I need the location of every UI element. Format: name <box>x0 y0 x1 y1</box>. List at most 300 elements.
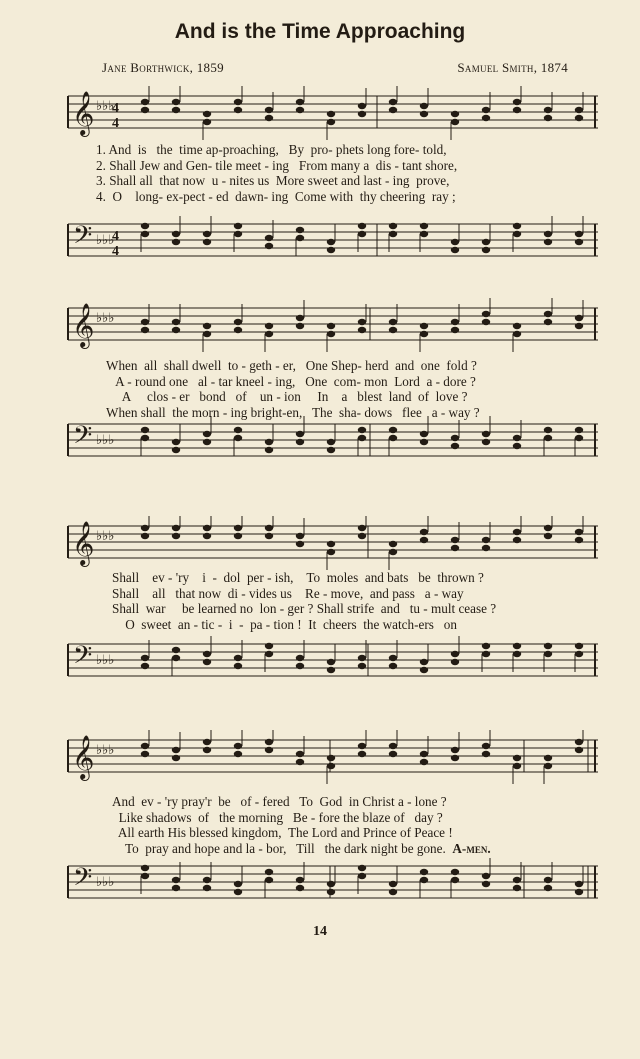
note-chord <box>296 86 304 113</box>
note-head <box>203 323 211 329</box>
note-head <box>482 431 490 437</box>
note-head <box>296 99 304 105</box>
note-head <box>482 107 490 113</box>
note-chord <box>420 323 428 352</box>
bass-staff-2 <box>0 412 640 472</box>
note-head <box>172 99 180 105</box>
lyric-text: To pray and hope and la - bor, Till the dark night be gone. <box>112 840 446 856</box>
note-head <box>141 427 149 433</box>
note-chord <box>296 518 304 547</box>
svg-text:𝄢: 𝄢 <box>73 222 93 255</box>
note-head <box>451 651 459 657</box>
note-head <box>203 747 211 753</box>
note-head <box>172 231 180 237</box>
note-head <box>513 435 521 441</box>
lyric-line: Like shadows of the morning Be - fore the blaze of day ? <box>112 809 443 825</box>
note-head <box>296 431 304 437</box>
note-chord <box>513 86 521 113</box>
svg-text:𝄞: 𝄞 <box>72 737 95 779</box>
note-head <box>327 763 335 769</box>
note-head <box>420 111 428 117</box>
note-chord <box>203 636 211 665</box>
note-head <box>389 107 397 113</box>
bass-staff-4 <box>0 854 640 914</box>
note-head <box>327 549 335 555</box>
note-head <box>234 743 242 749</box>
note-chord <box>203 730 211 753</box>
note-head <box>575 427 583 433</box>
svg-text:♭♭♭: ♭♭♭ <box>96 98 115 113</box>
note-head <box>203 885 211 891</box>
note-head <box>575 239 583 245</box>
note-head <box>482 247 490 253</box>
note-head <box>389 223 397 229</box>
note-chord <box>327 755 335 784</box>
note-head <box>172 319 180 325</box>
note-chord <box>234 516 242 539</box>
note-chord <box>544 216 552 245</box>
note-head <box>203 331 211 337</box>
note-head <box>172 533 180 539</box>
note-head <box>141 525 149 531</box>
note-chord <box>420 644 428 673</box>
note-chord <box>265 730 273 753</box>
amen-label: A-men. <box>452 840 491 856</box>
page-number: 14 <box>313 924 327 939</box>
lyrics-system-3 <box>112 570 612 632</box>
note-head <box>482 319 490 325</box>
note-chord <box>451 636 459 665</box>
note-chord <box>327 424 335 453</box>
note-head <box>358 231 366 237</box>
note-head <box>141 865 149 871</box>
note-head <box>172 439 180 445</box>
note-chord <box>389 866 397 895</box>
note-head <box>451 869 459 875</box>
svg-text:4: 4 <box>112 101 119 116</box>
svg-text:𝄢: 𝄢 <box>73 864 93 897</box>
note-head <box>296 663 304 669</box>
note-head <box>234 663 242 669</box>
note-head <box>544 533 552 539</box>
note-chord <box>389 730 397 757</box>
note-head <box>389 427 397 433</box>
note-head <box>389 327 397 333</box>
note-chord <box>544 516 552 539</box>
note-chord <box>513 323 521 352</box>
note-head <box>513 885 521 891</box>
note-head <box>389 549 397 555</box>
note-head <box>141 319 149 325</box>
note-head <box>451 327 459 333</box>
note-head <box>234 427 242 433</box>
note-head <box>234 223 242 229</box>
lyric-line: 4. O long- ex-pect - ed dawn- ing Come with thy cheering ray ; <box>96 188 456 204</box>
note-head <box>327 247 335 253</box>
note-head <box>575 529 583 535</box>
note-head <box>141 435 149 441</box>
note-head <box>513 99 521 105</box>
lyric-line: Shall all that now di - vides us Re - move, and pass a - way <box>112 585 464 601</box>
note-chord <box>358 427 366 456</box>
svg-text:♭♭♭: ♭♭♭ <box>96 528 115 543</box>
note-chord <box>265 869 273 898</box>
note-head <box>575 537 583 543</box>
note-head <box>265 747 273 753</box>
note-head <box>358 743 366 749</box>
note-head <box>544 115 552 121</box>
note-chord <box>575 216 583 245</box>
note-head <box>482 743 490 749</box>
note-chord <box>451 869 459 898</box>
note-head <box>575 115 583 121</box>
note-head <box>575 231 583 237</box>
note-chord <box>296 416 304 445</box>
note-head <box>482 311 490 317</box>
note-chord <box>327 323 335 352</box>
note-chord <box>141 427 149 456</box>
note-head <box>420 869 428 875</box>
note-head <box>172 647 180 653</box>
note-head <box>172 107 180 113</box>
note-head <box>296 439 304 445</box>
note-chord <box>358 88 366 117</box>
treble-staff-1 <box>0 84 640 144</box>
note-head <box>544 427 552 433</box>
note-head <box>203 431 211 437</box>
note-head <box>327 239 335 245</box>
note-head <box>234 435 242 441</box>
note-head <box>544 885 552 891</box>
lyric-line: When shall the morn - ing bright-en, The sha- dows flee a - way ? <box>106 404 480 420</box>
note-head <box>296 107 304 113</box>
note-chord <box>203 416 211 445</box>
note-head <box>327 889 335 895</box>
note-head <box>327 447 335 453</box>
note-chord <box>420 869 428 898</box>
note-head <box>358 865 366 871</box>
note-chord <box>420 416 428 445</box>
note-head <box>141 663 149 669</box>
note-chord <box>451 732 459 761</box>
note-head <box>544 435 552 441</box>
note-chord <box>141 730 149 757</box>
note-chord <box>234 427 242 456</box>
note-head <box>203 111 211 117</box>
note-head <box>327 331 335 337</box>
note-chord <box>234 86 242 113</box>
note-head <box>265 651 273 657</box>
note-head <box>234 751 242 757</box>
lyric-line: A - round one al - tar kneel - ing, One com- mon Lord a - dore ? <box>106 373 476 389</box>
note-head <box>327 881 335 887</box>
note-head <box>389 435 397 441</box>
note-chord <box>265 323 273 352</box>
music-system-3 <box>0 514 640 704</box>
note-head <box>327 659 335 665</box>
note-chord <box>575 516 583 543</box>
note-head <box>420 667 428 673</box>
note-head <box>544 763 552 769</box>
words-credit: Jane Borthwick, 1859 <box>102 60 224 75</box>
note-head <box>451 319 459 325</box>
note-head <box>265 643 273 649</box>
note-head <box>389 655 397 661</box>
note-head <box>513 529 521 535</box>
note-head <box>265 235 273 241</box>
note-head <box>327 111 335 117</box>
note-head <box>203 739 211 745</box>
note-head <box>141 327 149 333</box>
note-head <box>296 759 304 765</box>
note-head <box>544 311 552 317</box>
note-chord <box>327 644 335 673</box>
note-head <box>389 881 397 887</box>
note-chord <box>451 111 459 140</box>
note-chord <box>203 111 211 140</box>
note-chord <box>482 416 490 445</box>
note-head <box>172 655 180 661</box>
note-head <box>296 885 304 891</box>
note-head <box>420 103 428 109</box>
note-head <box>575 315 583 321</box>
note-chord <box>172 516 180 539</box>
note-head <box>420 751 428 757</box>
treble-staff-2 <box>0 296 640 356</box>
note-head <box>296 533 304 539</box>
note-head <box>141 223 149 229</box>
note-head <box>265 877 273 883</box>
note-chord <box>482 858 490 887</box>
note-head <box>451 435 459 441</box>
note-chord <box>234 866 242 895</box>
music-system-4 <box>0 728 640 918</box>
note-head <box>482 643 490 649</box>
note-head <box>141 751 149 757</box>
note-head <box>234 327 242 333</box>
svg-text:♭♭♭: ♭♭♭ <box>96 232 115 247</box>
note-head <box>389 99 397 105</box>
note-chord <box>296 227 304 256</box>
note-chord <box>544 427 552 456</box>
note-head <box>265 869 273 875</box>
note-head <box>544 231 552 237</box>
note-head <box>327 119 335 125</box>
note-head <box>420 529 428 535</box>
note-head <box>420 877 428 883</box>
svg-text:4: 4 <box>112 244 119 259</box>
note-head <box>141 655 149 661</box>
note-head <box>234 319 242 325</box>
note-head <box>358 525 366 531</box>
svg-text:♭♭♭: ♭♭♭ <box>96 310 115 325</box>
note-head <box>544 643 552 649</box>
svg-text:♭♭♭: ♭♭♭ <box>96 874 115 889</box>
note-head <box>420 439 428 445</box>
note-head <box>203 533 211 539</box>
note-head <box>358 873 366 879</box>
note-head <box>234 525 242 531</box>
note-chord <box>389 541 397 570</box>
note-head <box>265 439 273 445</box>
svg-text:𝄞: 𝄞 <box>72 93 95 135</box>
note-head <box>203 659 211 665</box>
note-chord <box>389 86 397 113</box>
note-chord <box>172 732 180 761</box>
note-chord <box>575 730 583 753</box>
note-chord <box>327 866 335 895</box>
note-head <box>482 439 490 445</box>
note-head <box>265 115 273 121</box>
note-head <box>513 643 521 649</box>
note-head <box>420 231 428 237</box>
lyric-line: 1. And is the time ap-proaching, By pro- phets long fore- told, <box>96 142 447 157</box>
note-head <box>172 747 180 753</box>
note-head <box>296 751 304 757</box>
note-head <box>327 667 335 673</box>
note-head <box>420 659 428 665</box>
note-chord <box>265 516 273 539</box>
note-head <box>358 111 366 117</box>
note-head <box>544 755 552 761</box>
note-chord <box>482 730 490 757</box>
note-head <box>358 435 366 441</box>
note-head <box>389 319 397 325</box>
music-system-1 <box>0 84 640 274</box>
note-head <box>420 331 428 337</box>
note-head <box>296 315 304 321</box>
note-head <box>358 327 366 333</box>
note-head <box>265 533 273 539</box>
svg-text:♭♭♭: ♭♭♭ <box>96 432 115 447</box>
note-head <box>451 239 459 245</box>
note-head <box>234 533 242 539</box>
note-head <box>451 111 459 117</box>
note-head <box>141 743 149 749</box>
lyrics-system-1 <box>96 142 596 204</box>
svg-text:4: 4 <box>112 229 119 244</box>
svg-text:𝄢: 𝄢 <box>73 422 93 455</box>
note-head <box>575 643 583 649</box>
note-head <box>482 751 490 757</box>
note-head <box>420 759 428 765</box>
note-chord <box>451 224 459 253</box>
note-head <box>451 247 459 253</box>
note-head <box>327 755 335 761</box>
music-credit: Samuel Smith, 1874 <box>457 60 568 75</box>
note-head <box>358 223 366 229</box>
svg-text:♭♭♭: ♭♭♭ <box>96 742 115 757</box>
svg-text:𝄞: 𝄞 <box>72 305 95 347</box>
note-head <box>575 889 583 895</box>
note-head <box>358 427 366 433</box>
note-chord <box>172 216 180 245</box>
note-head <box>575 739 583 745</box>
note-head <box>203 651 211 657</box>
note-head <box>234 99 242 105</box>
note-head <box>203 439 211 445</box>
note-head <box>172 327 180 333</box>
note-head <box>296 323 304 329</box>
note-head <box>358 533 366 539</box>
note-head <box>265 331 273 337</box>
note-head <box>265 525 273 531</box>
treble-staff-3 <box>0 514 640 574</box>
svg-text:𝄢: 𝄢 <box>73 642 93 675</box>
treble-staff-4 <box>0 728 640 788</box>
note-head <box>575 107 583 113</box>
note-head <box>420 537 428 543</box>
note-head <box>451 659 459 665</box>
note-head <box>451 545 459 551</box>
note-head <box>141 533 149 539</box>
note-head <box>575 651 583 657</box>
note-head <box>544 877 552 883</box>
note-chord <box>544 755 552 784</box>
lyric-line: O sweet an - tic - i - pa - tion ! It cheers the watch-ers on <box>112 616 457 632</box>
note-head <box>358 751 366 757</box>
note-chord <box>513 755 521 784</box>
note-head <box>389 751 397 757</box>
note-head <box>482 873 490 879</box>
note-head <box>451 119 459 125</box>
note-head <box>172 885 180 891</box>
note-head <box>389 743 397 749</box>
note-head <box>265 107 273 113</box>
lyrics-system-4 <box>112 794 602 856</box>
note-head <box>482 115 490 121</box>
lyric-line: All earth His blessed kingdom, The Lord and Prince of Peace ! <box>112 825 453 840</box>
note-head <box>234 231 242 237</box>
bass-staff-3 <box>0 632 640 692</box>
note-head <box>296 235 304 241</box>
note-head <box>234 655 242 661</box>
note-head <box>575 881 583 887</box>
note-head <box>203 525 211 531</box>
note-head <box>141 873 149 879</box>
lyrics-system-2 <box>106 358 606 420</box>
note-head <box>296 227 304 233</box>
note-chord <box>575 866 583 895</box>
note-chord <box>482 298 490 325</box>
note-head <box>420 223 428 229</box>
note-head <box>234 889 242 895</box>
note-chord <box>203 216 211 245</box>
note-head <box>265 243 273 249</box>
note-head <box>482 239 490 245</box>
note-head <box>265 739 273 745</box>
svg-text:♭♭♭: ♭♭♭ <box>96 652 115 667</box>
note-head <box>389 541 397 547</box>
note-head <box>389 889 397 895</box>
note-chord <box>420 516 428 543</box>
note-chord <box>513 516 521 543</box>
note-head <box>575 747 583 753</box>
note-head <box>544 319 552 325</box>
note-head <box>575 323 583 329</box>
note-head <box>234 881 242 887</box>
note-head <box>544 651 552 657</box>
note-head <box>265 323 273 329</box>
note-head <box>544 107 552 113</box>
lyric-line: 3. Shall all that now u - nites us More sweet and last - ing prove, <box>96 173 450 188</box>
note-head <box>451 877 459 883</box>
note-head <box>513 651 521 657</box>
note-head <box>296 655 304 661</box>
note-head <box>451 443 459 449</box>
note-head <box>544 239 552 245</box>
note-chord <box>327 224 335 253</box>
